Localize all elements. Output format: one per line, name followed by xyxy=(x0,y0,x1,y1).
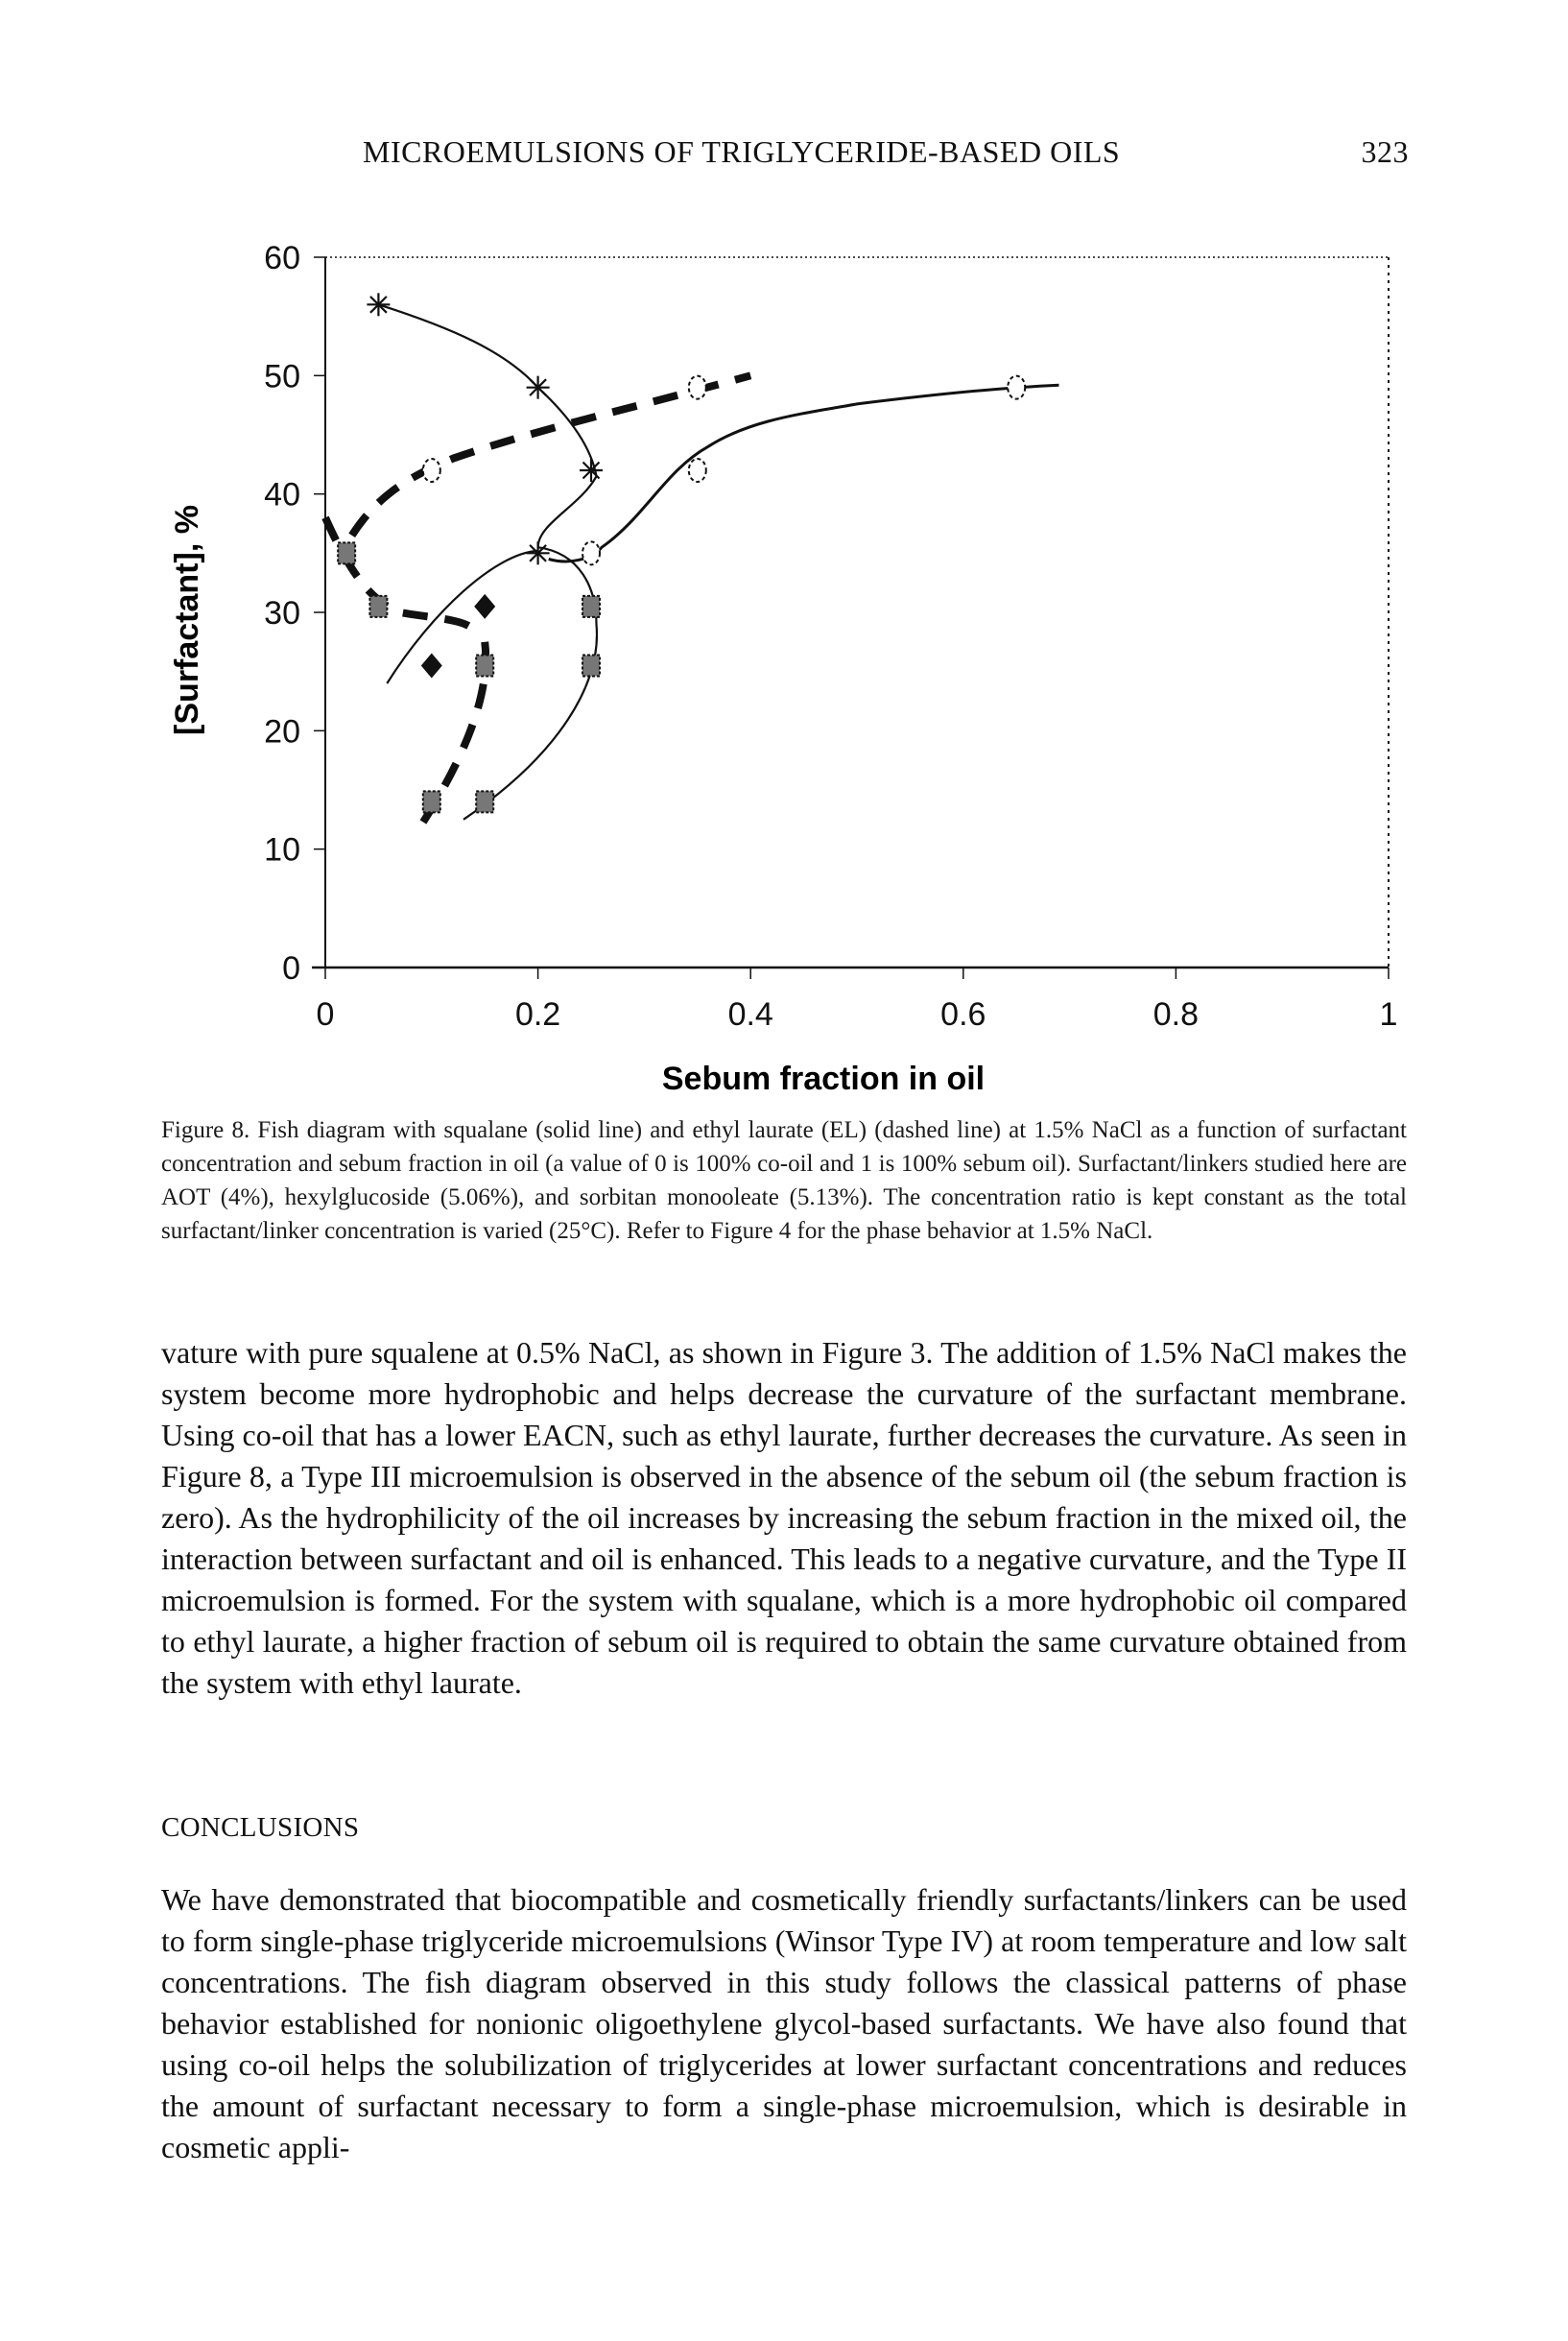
fish-diagram-chart xyxy=(0,211,1568,1113)
running-head xyxy=(363,134,1409,177)
checkered-square-marker-icon xyxy=(582,656,600,677)
x-tick-label: 0.4 xyxy=(727,996,773,1033)
x-tick-label: 0.8 xyxy=(1152,996,1200,1033)
running-title: MICROEMULSIONS OF TRIGLYCERIDE-BASED OILS xyxy=(363,134,1121,169)
open-circle-marker-icon xyxy=(423,459,440,482)
checkered-square-marker-icon xyxy=(582,596,600,617)
y-tick-label: 10 xyxy=(264,831,300,869)
chart-markers xyxy=(338,293,1025,812)
asterisk-marker-icon xyxy=(527,541,550,564)
asterisk-marker-icon xyxy=(580,459,603,482)
asterisk-marker-icon xyxy=(367,293,390,316)
section-heading-conclusions: CONCLUSIONS xyxy=(161,1812,360,1843)
body-paragraph: vature with pure squalene at 0.5% NaCl, as shown in Figure 3. The addition of 1.5% NaCl makes the system become more hydrophobic and helps decrease the curvature of the surfactant membrane. Using co-oil that has a lower EACN, such as ethyl laurate, further decreases the curvature. As seen in Figure 8, a Type III microemulsion is observed in the absence of the sebum oil (the sebum fraction is zero). As the hydrophilicity of the oil increases by increasing the sebum fraction in the mixed oil, the interaction between surfactant and oil is enhanced. This leads to a negative curvature, and the Type II microemulsion is formed. For the system with squalane, which is a more hydrophobic oil compared to ethyl laurate, a higher fraction of sebum oil is required to obtain the same curvature obtained from the system with ethyl laurate. xyxy=(161,1335,1407,1700)
figure-caption-text: Fish diagram with squalane (solid line) and ethyl laurate (EL) (dashed line) at 1.5% NaCl as a function of surfactant concentration and sebum fraction in oil (a value of 0 is 100% co-oil and 1 is 100% sebum oil). Surfactant/linkers studied here are AOT (4%), hexylglucoside (5.06%), and sorbitan monooleate (5.13%). The concentration ratio is kept constant as the total surfactant/linker concentration is varied (25°C). Refer to Figure 4 for the phase behavior at 1.5% NaCl. xyxy=(161,1117,1408,1244)
open-circle-marker-icon xyxy=(689,376,706,399)
y-tick-label: 40 xyxy=(264,476,300,514)
figure-label: Figure 8. xyxy=(161,1117,250,1143)
y-tick-label: 30 xyxy=(264,595,300,632)
y-axis-ticks xyxy=(264,240,325,987)
y-tick-label: 0 xyxy=(282,950,300,987)
checkered-square-marker-icon xyxy=(423,791,440,812)
diamond-marker-icon xyxy=(421,654,442,679)
x-tick-label: 1 xyxy=(1379,996,1398,1033)
checkered-square-marker-icon xyxy=(476,791,493,812)
checkered-square-marker-icon xyxy=(369,596,387,617)
y-tick-label: 20 xyxy=(264,713,300,751)
checkered-square-marker-icon xyxy=(476,656,493,677)
open-circle-marker-icon xyxy=(689,459,706,482)
y-tick-label: 50 xyxy=(264,358,300,395)
diamond-marker-icon xyxy=(474,594,495,619)
x-axis-title: Sebum fraction in oil xyxy=(661,1061,986,1097)
figure-caption xyxy=(161,1113,1407,1248)
x-tick-label: 0.2 xyxy=(514,996,561,1033)
y-axis-title: [Surfactant], % xyxy=(169,505,205,735)
x-tick-label: 0.6 xyxy=(940,996,986,1033)
x-tick-label: 0 xyxy=(316,996,335,1033)
x-axis-ticks xyxy=(317,967,1398,1033)
asterisk-marker-icon xyxy=(527,376,550,399)
chart-frame xyxy=(312,257,1389,967)
y-tick-label: 60 xyxy=(264,240,300,276)
checkered-square-marker-icon xyxy=(338,542,355,563)
page-number: 323 xyxy=(1361,134,1409,169)
open-circle-marker-icon xyxy=(582,541,600,564)
conclusions-paragraph: We have demonstrated that biocompatible and cosmetically friendly surfactants/linkers can be used to form single-phase triglyceride microemulsions (Winsor Type IV) at room temperature and low salt concentrations. The fish diagram observed in this study follows the classical patterns of phase behavior established for nonionic oligoethylene glycol-based surfactants. We have also found that using co-oil helps the solubilization of triglycerides at lower surfactant concentrations and reduces the amount of surfactant necessary to form a single-phase microemulsion, which is desirable in cosmetic appli- xyxy=(161,1882,1407,2164)
open-circle-marker-icon xyxy=(1008,376,1025,399)
